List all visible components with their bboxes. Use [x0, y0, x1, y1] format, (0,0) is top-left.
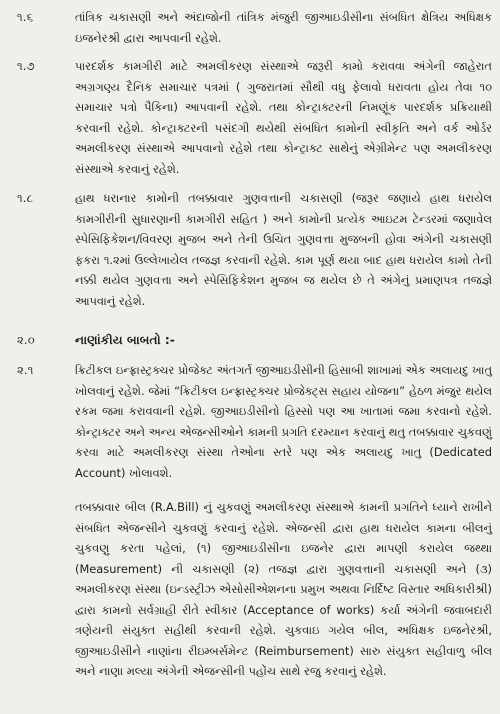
clause-1-8 — [0, 188, 500, 320]
clause-1-7 — [0, 56, 500, 180]
clause-1-6 — [0, 7, 500, 49]
section-heading — [0, 330, 500, 352]
clause-2-1 — [0, 360, 500, 490]
clause-text: હાથ ધરાનાર કામોની તબક્કાવાર ગુણવત્તાની ચકાસણી (જરૂર જણાયે હાથ ધરાયેલ કામગીરીની સુધારણાની કામગીરી સહિત ) અને કામોની પ્રત્યેક આઇટમ ટેન્ડરમાં જણાવેલ સ્પેસિફિકેશન/વિવરણ મુજબ અને તેની ઉચિત ગુણવત્તા મુજબની હોવા અંગેની ચકાસણી ફકરા ૧.૨માં ઉલ્લેખાયેલ તજજ્ઞ કરવાની રહેશે. કામ પૂર્ણ થયા બાદ હાથ ધરાયેલ કામો તેની નક્કી થયેલ ગુણવત્તા અને સ્પેસિફિકેશન મુજબ જ થયેલ છે તે અંગેનું પ્રમાણપત્ર તજજ્ઞે આપવાનું રહેશે. — [75, 191, 492, 308]
clause-number: ૨.૧ — [17, 363, 34, 377]
clause-2-1-paragraph-2: તબક્કાવાર બીલ (R.A.Bill) નું ચુકવણું અમલીકરણ સંસ્થાએ કામની પ્રગતિને ધ્યાને રાખીને સંબધિત એજન્સીને ચુકવણું કરવાનું રહેશે. એજન્સી દ્વારા હાથ ધરાયેલ કામના બીલનું ચુકવણુ કરતા પહેલાં, (૧) જીઆઇડીસીના ઇજનેર દ્વારા માપણી કરાયેલ જથ્થા (Measurement) ની ચકાસણી (૨) તજજ્ઞ દ્વારા ગુણવત્તાની ચકાસણી અને (૩) અમલીકરણ સંસ્થા (ઇન્ડસ્ટ્રીઝ એસોસીએશનના પ્રમુખ અથવા નિર્દિષ્ટ વિસ્તાર અધિકારીશ્રી) દ્વારા કામનો સર્વગ્રાહી રીતે સ્વીકાર (Acceptance of works) કર્યા અંગેની જવાબદારી ત્રણેયની સંયુક્ત સહીથી કરવાની રહેશે. ચુકવાઇ ગયેલ બીલ, અધિક્ષક ઇજનેરશ્રી, જીઆઇડીસીને નાણાંના રીઇમ્બર્સમેન્ટ (Reimbursement) સારુ સંયુક્ત સહીવાળુ બીલ અને નાણા મલ્યા અંગેની એજન્સીની પહોંચ સાથે રજુ કરવાનું રહેશે. — [75, 500, 492, 678]
section-number: ૨.૦ — [17, 333, 35, 347]
clause-number: ૧.૮ — [17, 191, 34, 205]
clause-number: ૧.૬ — [17, 10, 34, 24]
clause-text: તાંત્રિક ચકાસણી અને અંદાજોની તાંત્રિક મંજુરી જીઆઇડીસીના સંબધિત ક્ષેત્રિય અધિક્ષક ઇજનેરશ્રી દ્વારા આપવાની રહેશે. — [75, 10, 492, 45]
clause-number: ૧.૭ — [17, 59, 35, 73]
clause-text: ક્રિટીકલ ઇન્ફ્રાસ્ટ્રક્ચર પ્રોજેક્ટ અંતગર્ત જીઆઇડીસીની હિસાબી શાખામાં એક અલાયદુ ખાતુ ખોલવાનું રહેશે. જેમાં “ક્રિટીકલ ઇન્ફ્રાસ્ટ્રક્ચર પ્રોજેક્ટ્સ સહાય યોજના” હેઠળ મંજુર થયેલ રકમ જમા કરાવવાની રહેશે. જીઆઇડીસીનો હિસ્સો પણ આ ખાતામાં જમા કરવાનો રહેશે. કોન્ટ્રાક્ટર અને અન્ય એજન્સીઓને કામની પ્રગતિ દરમ્યાન કરવાનું થતુ તબક્કાવાર ચુકવણું કરવા માટે અમલીકરણ સંસ્થા તેઓના સ્તરે પણ એક અલાયદુ ખાતુ (Dedicated Account) ખોલાવશે. — [75, 363, 492, 480]
clause-text: પારદર્શક કામગીરી માટે અમલીકરણ સંસ્થાએ જરૂરી કામો કરાવવા અંગેની જાહેરાત અગ્રગણ્ય દૈનિક સમાચાર પત્રમાં ( ગુજરાતમાં સૌથી વધુ ફેલાવો ધરાવતા હોય તેવા ૧૦ સમાચાર પત્રો પૈકિના) આપવાની રહેશે. તથા કોન્ટ્રાક્ટરની નિમણૂંક પારદર્શક પ્રક્રિયાથી કરવાની રહેશે. કોન્ટ્રાક્ટરની પસંદગી થયેથી સંબધિત કામોની સ્વીકૃતિ અને વર્ક ઓર્ડર અમલીકરણ સંસ્થાએ આપવાનો રહેશે તથા કોન્ટ્રાક્ટ સાથેનું એગ્રીમેન્ટ પણ અમલીકરણ સંસ્થાએ કરવાનું રહેશે. — [75, 59, 492, 176]
section-title: નાણાંકીય બાબતો :- — [75, 333, 175, 347]
